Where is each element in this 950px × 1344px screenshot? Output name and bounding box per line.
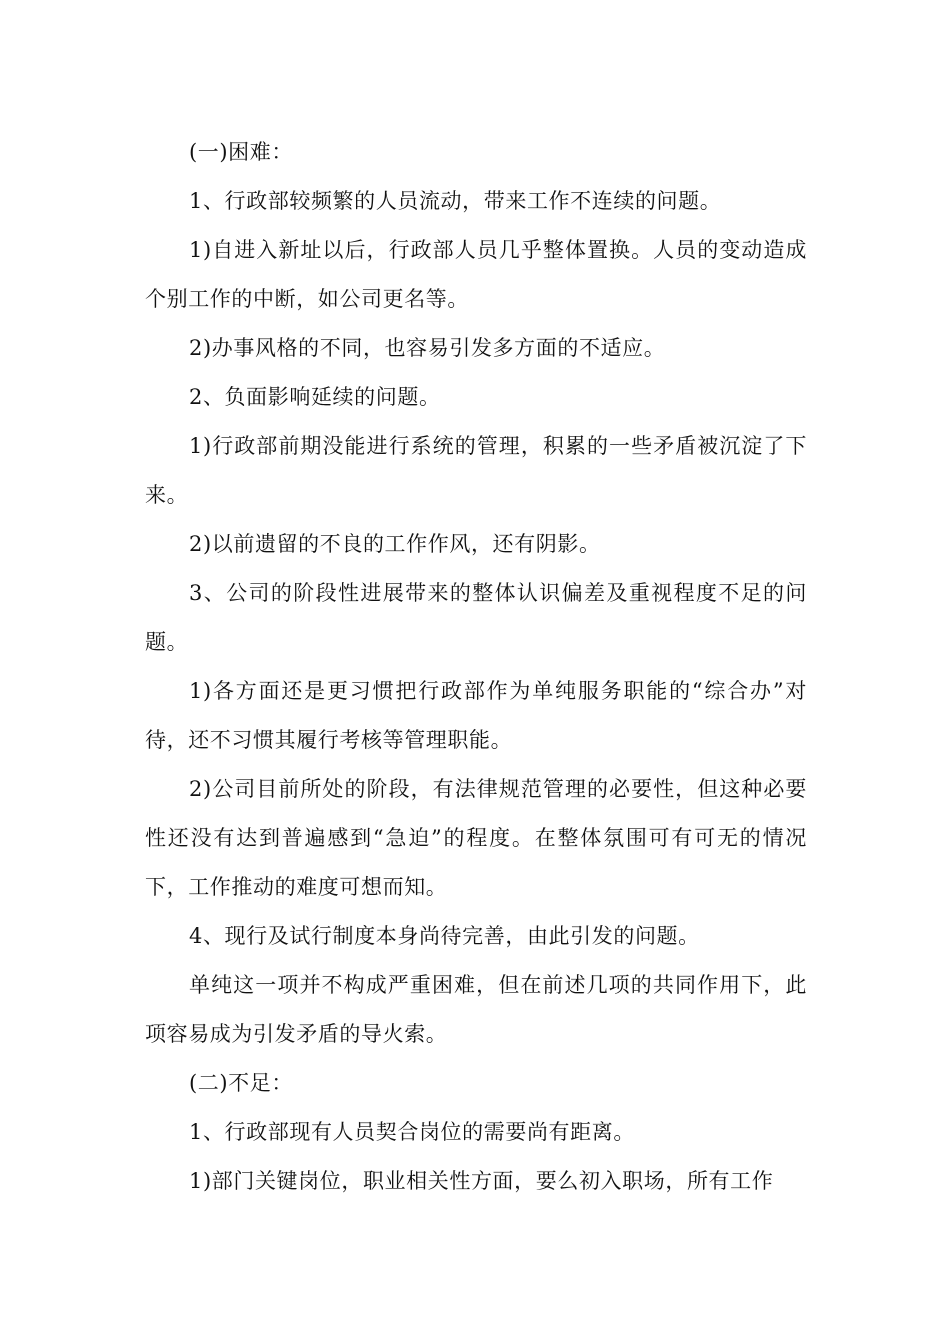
paragraph: 1)自进入新址以后，行政部人员几乎整体置换。人员的变动造成个别工作的中断，如公司更名等。 [145, 238, 807, 311]
paragraph: 1)行政部前期没能进行系统的管理，积累的一些矛盾被沉淀了下来。 [145, 434, 807, 507]
paragraph: 2)以前遗留的不良的工作作风，还有阴影。 [189, 532, 601, 556]
paragraph: 1)各方面还是更习惯把行政部作为单纯服务职能的“综合办”对待，还不习惯其履行考核等管理职能。 [145, 679, 807, 752]
paragraph: 2、负面影响延续的问题。 [189, 385, 441, 409]
paragraph: 4、现行及试行制度本身尚待完善，由此引发的问题。 [189, 924, 700, 948]
paragraph: 1)部门关键岗位，职业相关性方面，要么初入职场，所有工作 [189, 1169, 774, 1193]
paragraph: 单纯这一项并不构成严重困难，但在前述几项的共同作用下，此项容易成为引发矛盾的导火索。 [145, 973, 807, 1046]
paragraph: 1、行政部现有人员契合岗位的需要尚有距离。 [189, 1120, 635, 1144]
paragraph: 3、公司的阶段性进展带来的整体认识偏差及重视程度不足的问题。 [145, 581, 807, 654]
section-heading-shortcomings: (二)不足： [189, 1071, 293, 1095]
document-body [145, 128, 807, 1206]
paragraph: 2)公司目前所处的阶段，有法律规范管理的必要性，但这种必要性还没有达到普遍感到“急迫”的程度。在整体氛围可有可无的情况下，工作推动的难度可想而知。 [145, 777, 807, 899]
section-heading-difficulties: (一)困难： [189, 140, 293, 164]
paragraph: 1、行政部较频繁的人员流动，带来工作不连续的问题。 [189, 189, 722, 213]
paragraph: 2)办事风格的不同，也容易引发多方面的不适应。 [189, 336, 666, 360]
